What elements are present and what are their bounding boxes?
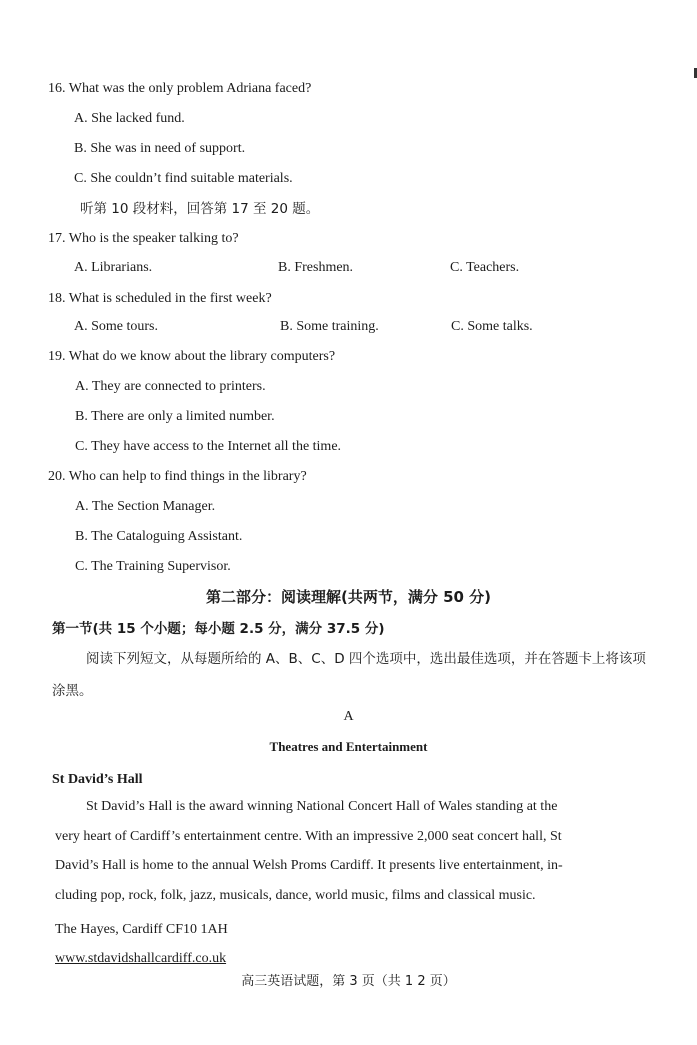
passage-title: Theatres and Entertainment: [269, 739, 428, 754]
question-20-stem: 20. Who can help to find things in the library?: [48, 469, 307, 484]
question-18-stem: 18. What is scheduled in the first week?: [48, 291, 272, 306]
question-20-option-c: C. The Training Supervisor.: [75, 559, 231, 574]
question-17-stem: 17. Who is the speaker talking to?: [48, 231, 239, 246]
question-16-option-c: C. She couldn’t find suitable materials.: [74, 171, 293, 186]
question-18-option-b: B. Some training.: [280, 319, 379, 334]
question-18-option-c: C. Some talks.: [451, 319, 533, 334]
question-17-option-c: C. Teachers.: [450, 260, 520, 275]
passage-letter: A: [343, 709, 354, 724]
question-19-option-c: C. They have access to the Internet all the time.: [75, 439, 342, 454]
passage-body-line-4: cluding pop, rock, folk, jazz, musicals, dance, world music, films and classical music.: [55, 888, 536, 903]
question-20-option-b: B. The Cataloguing Assistant.: [75, 529, 243, 544]
passage-body-line-2: very heart of Cardiff’s entertainment centre. With an impressive 2,000 seat concert hall, St: [55, 829, 562, 844]
question-17-options: [0, 259, 697, 277]
reading-instruction-line2: 涂黑。: [52, 683, 93, 699]
question-19-option-b: B. There are only a limited number.: [75, 409, 275, 424]
question-17-option-a: A. Librarians.: [74, 260, 153, 275]
venue-address: The Hayes, Cardiff CF10 1AH: [55, 922, 228, 937]
passage-body-line-3: David’s Hall is home to the annual Welsh Proms Cardiff. It presents live entertainment, in-: [55, 858, 563, 873]
reading-instruction-line1: 阅读下列短文，从每题所给的 A、B、C、D 四个选项中，选出最佳选项，并在答题卡上将该项: [86, 651, 646, 667]
material-note: 听第 10 段材料，回答第 17 至 20 题。: [80, 201, 320, 217]
question-16-option-a: A. She lacked fund.: [74, 111, 185, 126]
passage-body-line-1: St David’s Hall is the award winning National Concert Hall of Wales standing at the: [86, 799, 558, 814]
question-20-option-a: A. The Section Manager.: [75, 499, 216, 514]
question-19-stem: 19. What do we know about the library computers?: [48, 349, 336, 364]
venue-website-link[interactable]: www.stdavidshallcardiff.co.uk: [55, 951, 227, 966]
page-footer: 高三英语试题，第 3 页（共 1 2 页）: [241, 974, 456, 989]
question-19-option-a: A. They are connected to printers.: [75, 379, 266, 394]
question-17-option-b: B. Freshmen.: [278, 260, 354, 275]
question-18-options: [0, 318, 697, 336]
question-18-option-a: A. Some tours.: [74, 319, 158, 334]
section-one-heading: 第一节(共 15 个小题；每小题 2.5 分，满分 37.5 分): [52, 621, 385, 637]
question-16-stem: 16. What was the only problem Adriana faced?: [48, 81, 312, 96]
venue-name: St David’s Hall: [52, 772, 143, 787]
question-16-option-b: B. She was in need of support.: [74, 141, 246, 156]
part-two-title: 第二部分：阅读理解(共两节，满分 50 分): [205, 588, 492, 606]
